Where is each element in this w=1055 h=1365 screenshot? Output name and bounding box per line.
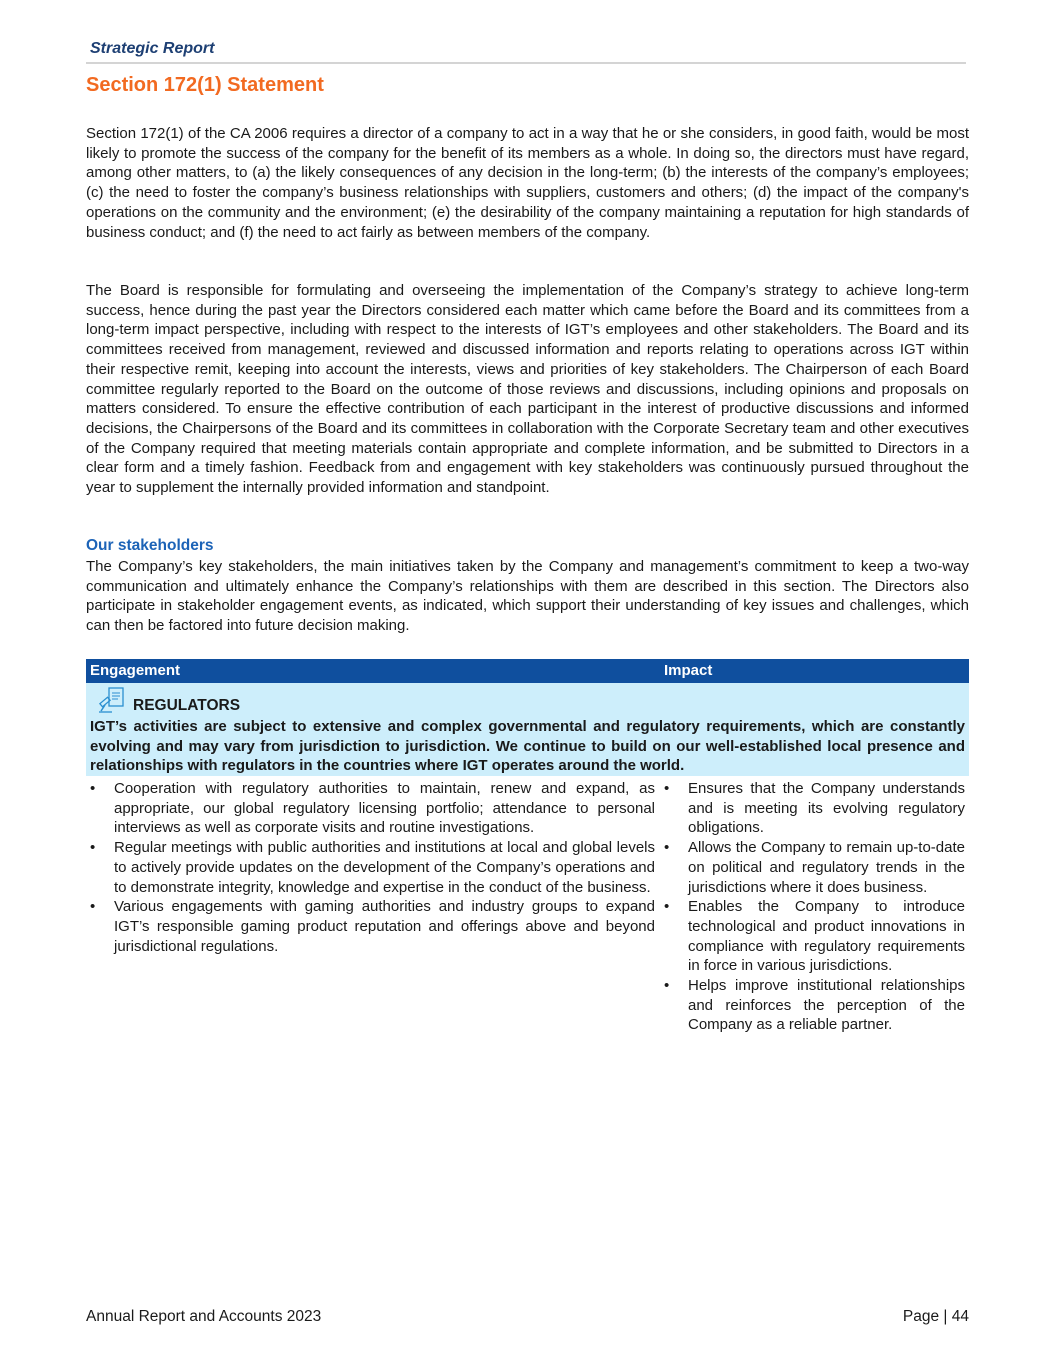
stakeholder-category-row bbox=[86, 683, 969, 776]
impact-item: • Ensures that the Company understands and is meeting its evolving regulatory obligations. bbox=[660, 779, 965, 838]
engagement-item: • Regular meetings with public authorities and institutions at local and global levels to actively provide updates on the development of the Company’s operations and to demonstrate integrity, knowledge and expertise in the conduct of the business. bbox=[86, 838, 655, 897]
engagement-item: • Cooperation with regulatory authorities to maintain, renew and expand, as appropriate, our global regulatory licensing portfolio; attendance to personal interviews as well as corporate visits and routine investigations. bbox=[86, 779, 655, 838]
impact-list bbox=[660, 779, 965, 1035]
stakeholders-paragraph: The Company’s key stakeholders, the main initiatives taken by the Company and management’s commitment to keep a two-way communication and ultimately enhance the Company’s relationships with them are described in this section. The Directors also participate in stakeholder engagement events, as indicated, which support their understanding of key issues and challenges, which can then be factored into future decision making. bbox=[86, 558, 969, 635]
category-title: REGULATORS bbox=[133, 697, 241, 714]
impact-item: • Helps improve institutional relationships and reinforces the perception of the Company as a reliable partner. bbox=[660, 976, 965, 1035]
engagement-list bbox=[86, 779, 655, 956]
board-paragraph: The Board is responsible for formulating and overseeing the implementation of the Company’s strategy to achieve long-term success, hence during the past year the Directors considered each matter which came before the Board and its committees from a long-term impact perspective, including with respect to the interests of IGT’s employees and other stakeholders. The Board and its committees received from management, reviewed and discussed information and reports relating to operations across IGT within their respective remit, keeping into account the interests, views and priorities of key stakeholders. The Chairperson of each Board committee regularly reported to the Board on the outcome of those reviews and discussions, including opinions and proposals on matters considered. To ensure the effective contribution of each participant in the interest of productive discussions and informed decisions, the Chairpersons of the Board and its committees in collaboration with the Corporate Secretary team and other executives of the Company required that meeting materials contain appropriate and complete information, and be submitted to Directors in a clear form and a timely fashion. Feedback from and engagement with key stakeholders was continuously pursued throughout the year to supplement the internally provided information and standpoint. bbox=[86, 282, 969, 497]
table-header-row bbox=[86, 659, 969, 683]
impact-item: • Allows the Company to remain up-to-date on political and regulatory trends in the jurisdictions where it does business. bbox=[660, 838, 965, 897]
column-header-impact: Impact bbox=[664, 662, 713, 679]
stakeholders-heading: Our stakeholders bbox=[86, 537, 214, 554]
engagement-item: • Various engagements with gaming authorities and industry groups to expand IGT’s responsible gaming product reputation and offerings above and beyond jurisdictional regulations. bbox=[86, 897, 655, 956]
impact-item: • Enables the Company to introduce technological and product innovations in compliance with regulatory requirements in force in various jurisdictions. bbox=[660, 897, 965, 976]
column-header-engagement: Engagement bbox=[90, 662, 181, 679]
header-divider bbox=[86, 62, 966, 64]
regulator-gavel-document-icon bbox=[98, 687, 126, 713]
footer-report-name: Annual Report and Accounts 2023 bbox=[86, 1308, 322, 1325]
category-description: IGT’s activities are subject to extensive and complex governmental and regulatory requirements, which are constantly evolving and may vary from jurisdiction to jurisdiction. We continue to build on our well-established local presence and relationships with regulators in the countries where IGT operates around the world. bbox=[90, 718, 965, 775]
footer-page-number: Page | 44 bbox=[902, 1308, 969, 1325]
section-title: Section 172(1) Statement bbox=[86, 74, 324, 96]
running-header: Strategic Report bbox=[90, 40, 215, 57]
intro-paragraph: Section 172(1) of the CA 2006 requires a director of a company to act in a way that he or she considers, in good faith, would be most likely to promote the success of the company for the benefit of its members as a whole. In doing so, the directors must have regard, among other matters, to (a) the likely consequences of any decision in the long-term; (b) the interests of the company’s employees; (c) the need to foster the company’s business relationships with suppliers, customers and others; (d) the impact of the company's operations on the community and the environment; (e) the desirability of the company maintaining a reputation for high standards of business conduct; and (f) the need to act fairly as between members of the company. bbox=[86, 125, 969, 241]
